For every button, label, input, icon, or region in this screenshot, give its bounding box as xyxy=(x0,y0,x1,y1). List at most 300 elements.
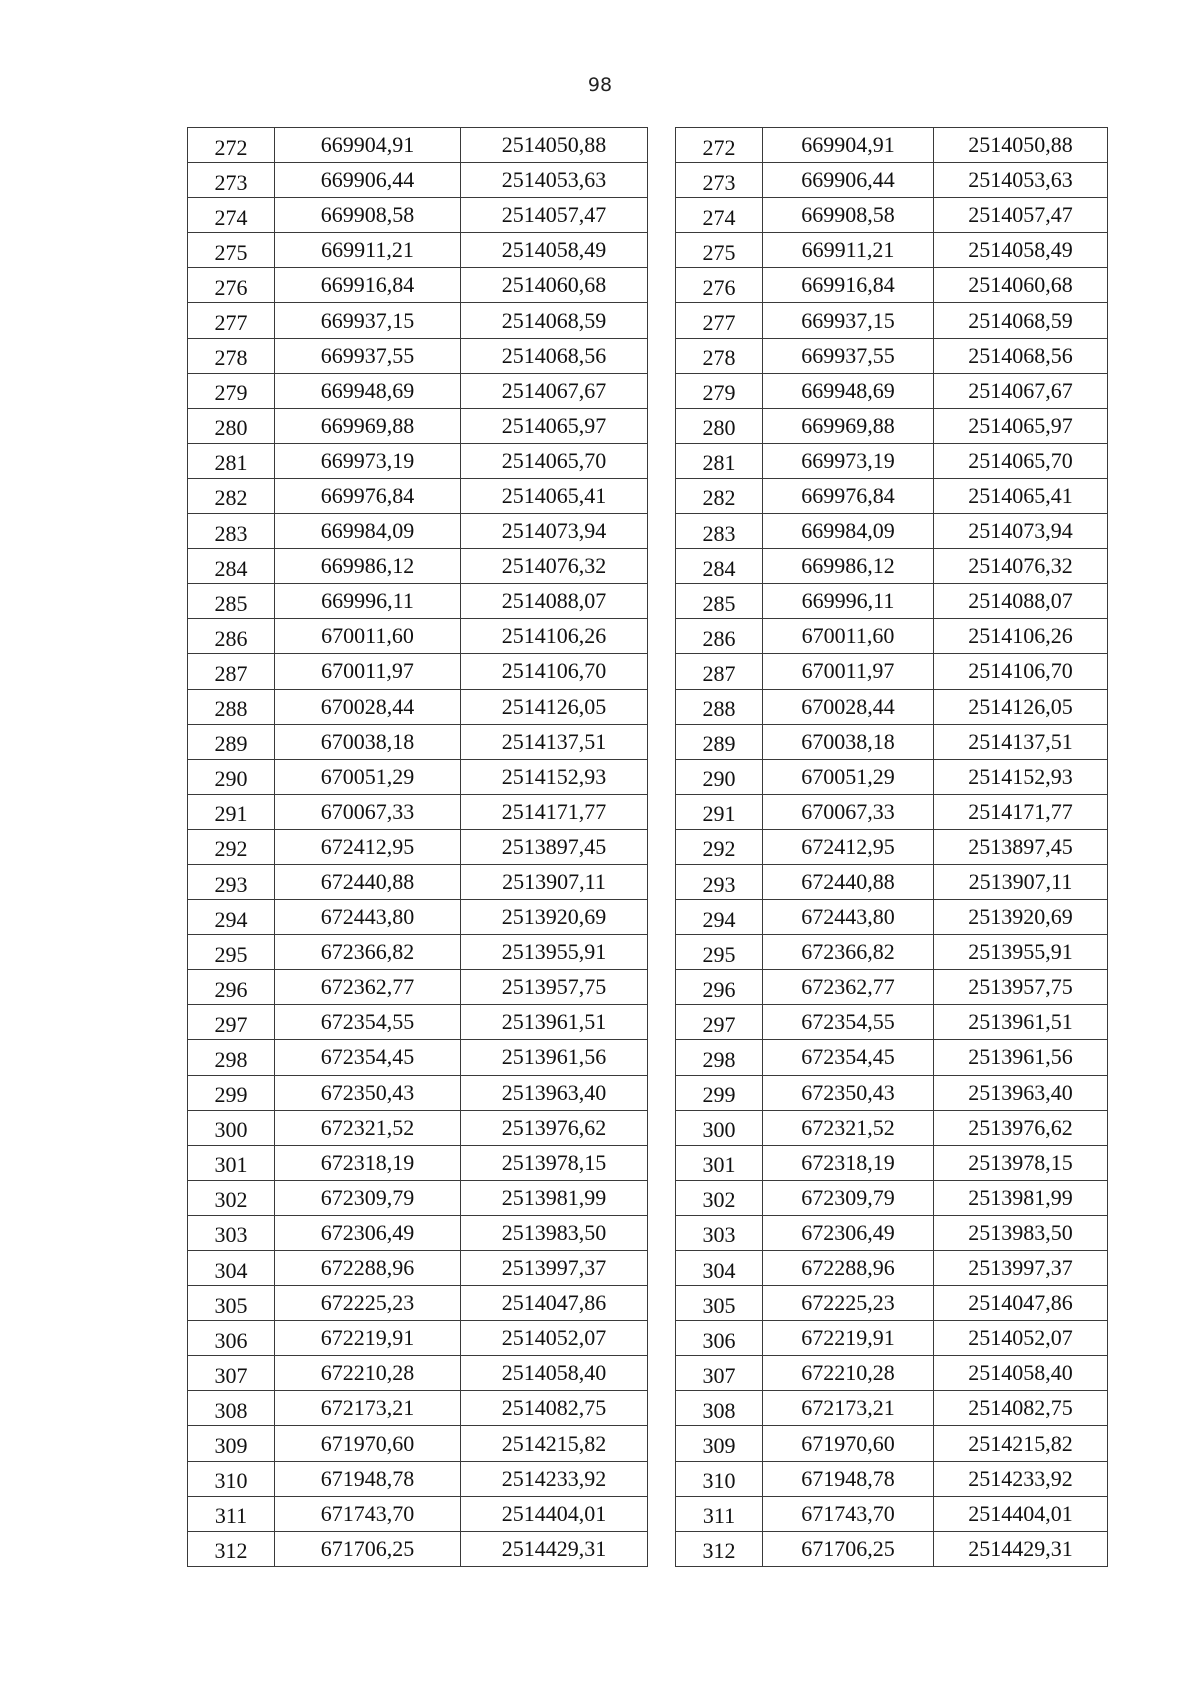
y-coordinate-cell: 2513961,51 xyxy=(461,1005,648,1040)
x-coordinate-cell: 672354,45 xyxy=(275,1040,461,1075)
table-row xyxy=(676,864,1108,899)
x-coordinate-cell: 669948,69 xyxy=(763,373,934,408)
point-number-cell: 303 xyxy=(676,1215,763,1250)
point-number-cell: 299 xyxy=(188,1075,275,1110)
x-coordinate-cell: 670011,60 xyxy=(763,619,934,654)
x-coordinate-cell: 672412,95 xyxy=(763,829,934,864)
x-coordinate-cell: 669911,21 xyxy=(763,233,934,268)
point-number-cell: 284 xyxy=(676,549,763,584)
table-row xyxy=(676,1215,1108,1250)
x-coordinate-cell: 672173,21 xyxy=(275,1391,461,1426)
y-coordinate-cell: 2514152,93 xyxy=(461,759,648,794)
table-row xyxy=(188,1461,648,1496)
x-coordinate-cell: 672225,23 xyxy=(275,1286,461,1321)
y-coordinate-cell: 2514429,31 xyxy=(934,1531,1108,1566)
table-row xyxy=(188,408,648,443)
y-coordinate-cell: 2513955,91 xyxy=(461,935,648,970)
table-row xyxy=(676,443,1108,478)
table-row xyxy=(676,514,1108,549)
y-coordinate-cell: 2514058,49 xyxy=(934,233,1108,268)
y-coordinate-cell: 2514106,70 xyxy=(934,654,1108,689)
x-coordinate-cell: 672306,49 xyxy=(275,1215,461,1250)
x-coordinate-cell: 672362,77 xyxy=(763,970,934,1005)
table-row xyxy=(676,303,1108,338)
x-coordinate-cell: 670067,33 xyxy=(275,794,461,829)
table-row xyxy=(188,1356,648,1391)
table-row xyxy=(188,128,648,163)
table-row xyxy=(188,1531,648,1566)
y-coordinate-cell: 2514082,75 xyxy=(934,1391,1108,1426)
table-row xyxy=(676,233,1108,268)
coordinates-table-right xyxy=(675,127,1108,1567)
x-coordinate-cell: 671948,78 xyxy=(763,1461,934,1496)
point-number-cell: 312 xyxy=(676,1531,763,1566)
table-row xyxy=(676,1496,1108,1531)
table-row xyxy=(188,759,648,794)
x-coordinate-cell: 670011,97 xyxy=(763,654,934,689)
point-number-cell: 308 xyxy=(188,1391,275,1426)
table-row xyxy=(188,233,648,268)
y-coordinate-cell: 2514067,67 xyxy=(934,373,1108,408)
point-number-cell: 283 xyxy=(676,514,763,549)
point-number-cell: 279 xyxy=(188,373,275,408)
point-number-cell: 296 xyxy=(188,970,275,1005)
point-number-cell: 285 xyxy=(188,584,275,619)
table-row xyxy=(188,1251,648,1286)
table-row xyxy=(676,1075,1108,1110)
x-coordinate-cell: 671706,25 xyxy=(275,1531,461,1566)
point-number-cell: 272 xyxy=(188,128,275,163)
point-number-cell: 311 xyxy=(676,1496,763,1531)
x-coordinate-cell: 671743,70 xyxy=(763,1496,934,1531)
y-coordinate-cell: 2514106,26 xyxy=(461,619,648,654)
x-coordinate-cell: 669937,55 xyxy=(763,338,934,373)
point-number-cell: 291 xyxy=(676,794,763,829)
y-coordinate-cell: 2514047,86 xyxy=(934,1286,1108,1321)
x-coordinate-cell: 669976,84 xyxy=(275,478,461,513)
point-number-cell: 273 xyxy=(676,163,763,198)
point-number-cell: 294 xyxy=(188,900,275,935)
point-number-cell: 310 xyxy=(676,1461,763,1496)
point-number-cell: 305 xyxy=(188,1286,275,1321)
table-row xyxy=(188,163,648,198)
table-row xyxy=(188,1145,648,1180)
x-coordinate-cell: 669937,15 xyxy=(763,303,934,338)
point-number-cell: 307 xyxy=(188,1356,275,1391)
point-number-cell: 273 xyxy=(188,163,275,198)
point-number-cell: 308 xyxy=(676,1391,763,1426)
x-coordinate-cell: 669969,88 xyxy=(763,408,934,443)
y-coordinate-cell: 2513955,91 xyxy=(934,935,1108,970)
x-coordinate-cell: 671948,78 xyxy=(275,1461,461,1496)
x-coordinate-cell: 669937,15 xyxy=(275,303,461,338)
x-coordinate-cell: 672318,19 xyxy=(763,1145,934,1180)
page-number: 98 xyxy=(587,74,613,96)
point-number-cell: 302 xyxy=(676,1180,763,1215)
table-row xyxy=(676,1286,1108,1321)
y-coordinate-cell: 2514429,31 xyxy=(461,1531,648,1566)
table-row xyxy=(188,1215,648,1250)
x-coordinate-cell: 672440,88 xyxy=(275,864,461,899)
table-row xyxy=(676,268,1108,303)
y-coordinate-cell: 2514065,41 xyxy=(461,478,648,513)
x-coordinate-cell: 672412,95 xyxy=(275,829,461,864)
point-number-cell: 288 xyxy=(676,689,763,724)
y-coordinate-cell: 2514052,07 xyxy=(934,1321,1108,1356)
point-number-cell: 296 xyxy=(676,970,763,1005)
x-coordinate-cell: 669973,19 xyxy=(275,443,461,478)
table-row xyxy=(676,900,1108,935)
y-coordinate-cell: 2514052,07 xyxy=(461,1321,648,1356)
y-coordinate-cell: 2514152,93 xyxy=(934,759,1108,794)
y-coordinate-cell: 2513907,11 xyxy=(934,864,1108,899)
y-coordinate-cell: 2513997,37 xyxy=(934,1251,1108,1286)
y-coordinate-cell: 2513907,11 xyxy=(461,864,648,899)
point-number-cell: 287 xyxy=(188,654,275,689)
point-number-cell: 292 xyxy=(676,829,763,864)
point-number-cell: 309 xyxy=(676,1426,763,1461)
table-row xyxy=(188,549,648,584)
x-coordinate-cell: 672306,49 xyxy=(763,1215,934,1250)
point-number-cell: 292 xyxy=(188,829,275,864)
y-coordinate-cell: 2514082,75 xyxy=(461,1391,648,1426)
x-coordinate-cell: 672288,96 xyxy=(763,1251,934,1286)
y-coordinate-cell: 2514076,32 xyxy=(461,549,648,584)
y-coordinate-cell: 2514068,59 xyxy=(934,303,1108,338)
y-coordinate-cell: 2514137,51 xyxy=(461,724,648,759)
table-row xyxy=(188,689,648,724)
table-row xyxy=(676,619,1108,654)
y-coordinate-cell: 2514073,94 xyxy=(934,514,1108,549)
table-row xyxy=(676,163,1108,198)
table-row xyxy=(676,759,1108,794)
table-row xyxy=(188,514,648,549)
y-coordinate-cell: 2513997,37 xyxy=(461,1251,648,1286)
point-number-cell: 291 xyxy=(188,794,275,829)
point-number-cell: 311 xyxy=(188,1496,275,1531)
x-coordinate-cell: 669986,12 xyxy=(275,549,461,584)
point-number-cell: 309 xyxy=(188,1426,275,1461)
x-coordinate-cell: 672225,23 xyxy=(763,1286,934,1321)
x-coordinate-cell: 672362,77 xyxy=(275,970,461,1005)
point-number-cell: 278 xyxy=(676,338,763,373)
point-number-cell: 272 xyxy=(676,128,763,163)
point-number-cell: 300 xyxy=(676,1110,763,1145)
x-coordinate-cell: 671743,70 xyxy=(275,1496,461,1531)
point-number-cell: 276 xyxy=(676,268,763,303)
x-coordinate-cell: 669916,84 xyxy=(763,268,934,303)
y-coordinate-cell: 2514050,88 xyxy=(461,128,648,163)
y-coordinate-cell: 2514073,94 xyxy=(461,514,648,549)
table-row xyxy=(188,1180,648,1215)
point-number-cell: 295 xyxy=(676,935,763,970)
x-coordinate-cell: 669984,09 xyxy=(763,514,934,549)
point-number-cell: 310 xyxy=(188,1461,275,1496)
y-coordinate-cell: 2514058,40 xyxy=(461,1356,648,1391)
table-row xyxy=(676,1110,1108,1145)
x-coordinate-cell: 669996,11 xyxy=(763,584,934,619)
table-row xyxy=(676,654,1108,689)
y-coordinate-cell: 2514053,63 xyxy=(461,163,648,198)
y-coordinate-cell: 2514126,05 xyxy=(934,689,1108,724)
table-row xyxy=(676,1321,1108,1356)
x-coordinate-cell: 671970,60 xyxy=(763,1426,934,1461)
point-number-cell: 276 xyxy=(188,268,275,303)
table-row xyxy=(188,1110,648,1145)
table-row xyxy=(676,935,1108,970)
x-coordinate-cell: 670067,33 xyxy=(763,794,934,829)
x-coordinate-cell: 670038,18 xyxy=(275,724,461,759)
x-coordinate-cell: 672309,79 xyxy=(763,1180,934,1215)
point-number-cell: 301 xyxy=(188,1145,275,1180)
y-coordinate-cell: 2514050,88 xyxy=(934,128,1108,163)
x-coordinate-cell: 672219,91 xyxy=(275,1321,461,1356)
point-number-cell: 280 xyxy=(676,408,763,443)
table-row xyxy=(188,1040,648,1075)
x-coordinate-cell: 670011,97 xyxy=(275,654,461,689)
point-number-cell: 277 xyxy=(676,303,763,338)
point-number-cell: 303 xyxy=(188,1215,275,1250)
y-coordinate-cell: 2513983,50 xyxy=(461,1215,648,1250)
point-number-cell: 281 xyxy=(188,443,275,478)
x-coordinate-cell: 669904,91 xyxy=(763,128,934,163)
point-number-cell: 304 xyxy=(676,1251,763,1286)
point-number-cell: 300 xyxy=(188,1110,275,1145)
y-coordinate-cell: 2514065,97 xyxy=(934,408,1108,443)
x-coordinate-cell: 672366,82 xyxy=(763,935,934,970)
x-coordinate-cell: 670011,60 xyxy=(275,619,461,654)
x-coordinate-cell: 672350,43 xyxy=(275,1075,461,1110)
table-row xyxy=(676,338,1108,373)
x-coordinate-cell: 671706,25 xyxy=(763,1531,934,1566)
point-number-cell: 287 xyxy=(676,654,763,689)
y-coordinate-cell: 2514067,67 xyxy=(461,373,648,408)
x-coordinate-cell: 669908,58 xyxy=(763,198,934,233)
x-coordinate-cell: 672443,80 xyxy=(763,900,934,935)
y-coordinate-cell: 2514047,86 xyxy=(461,1286,648,1321)
table-row xyxy=(188,654,648,689)
y-coordinate-cell: 2513981,99 xyxy=(934,1180,1108,1215)
y-coordinate-cell: 2514088,07 xyxy=(934,584,1108,619)
x-coordinate-cell: 669986,12 xyxy=(763,549,934,584)
y-coordinate-cell: 2514137,51 xyxy=(934,724,1108,759)
y-coordinate-cell: 2513961,56 xyxy=(934,1040,1108,1075)
point-number-cell: 304 xyxy=(188,1251,275,1286)
x-coordinate-cell: 672354,55 xyxy=(763,1005,934,1040)
x-coordinate-cell: 669937,55 xyxy=(275,338,461,373)
table-row xyxy=(188,829,648,864)
table-row xyxy=(188,443,648,478)
point-number-cell: 306 xyxy=(676,1321,763,1356)
x-coordinate-cell: 670051,29 xyxy=(763,759,934,794)
point-number-cell: 288 xyxy=(188,689,275,724)
table-row xyxy=(676,1251,1108,1286)
point-number-cell: 285 xyxy=(676,584,763,619)
x-coordinate-cell: 672321,52 xyxy=(763,1110,934,1145)
table-row xyxy=(188,338,648,373)
x-coordinate-cell: 669976,84 xyxy=(763,478,934,513)
point-number-cell: 302 xyxy=(188,1180,275,1215)
table-row xyxy=(188,478,648,513)
x-coordinate-cell: 672210,28 xyxy=(275,1356,461,1391)
x-coordinate-cell: 672350,43 xyxy=(763,1075,934,1110)
x-coordinate-cell: 669973,19 xyxy=(763,443,934,478)
x-coordinate-cell: 672288,96 xyxy=(275,1251,461,1286)
y-coordinate-cell: 2514065,70 xyxy=(934,443,1108,478)
y-coordinate-cell: 2514060,68 xyxy=(934,268,1108,303)
point-number-cell: 299 xyxy=(676,1075,763,1110)
point-number-cell: 307 xyxy=(676,1356,763,1391)
point-number-cell: 312 xyxy=(188,1531,275,1566)
point-number-cell: 278 xyxy=(188,338,275,373)
y-coordinate-cell: 2514126,05 xyxy=(461,689,648,724)
table-row xyxy=(188,1321,648,1356)
table-row xyxy=(676,1461,1108,1496)
table-row xyxy=(676,724,1108,759)
table-row xyxy=(188,1286,648,1321)
y-coordinate-cell: 2514404,01 xyxy=(461,1496,648,1531)
y-coordinate-cell: 2513978,15 xyxy=(461,1145,648,1180)
point-number-cell: 274 xyxy=(188,198,275,233)
y-coordinate-cell: 2514065,97 xyxy=(461,408,648,443)
point-number-cell: 290 xyxy=(676,759,763,794)
y-coordinate-cell: 2513957,75 xyxy=(461,970,648,1005)
point-number-cell: 282 xyxy=(188,478,275,513)
table-row xyxy=(676,408,1108,443)
point-number-cell: 306 xyxy=(188,1321,275,1356)
point-number-cell: 275 xyxy=(676,233,763,268)
y-coordinate-cell: 2514057,47 xyxy=(461,198,648,233)
x-coordinate-cell: 672354,55 xyxy=(275,1005,461,1040)
y-coordinate-cell: 2513978,15 xyxy=(934,1145,1108,1180)
table-row xyxy=(188,268,648,303)
y-coordinate-cell: 2513920,69 xyxy=(934,900,1108,935)
point-number-cell: 293 xyxy=(188,864,275,899)
x-coordinate-cell: 669916,84 xyxy=(275,268,461,303)
table-row xyxy=(676,1040,1108,1075)
x-coordinate-cell: 670028,44 xyxy=(275,689,461,724)
table-row xyxy=(676,373,1108,408)
table-row xyxy=(188,1496,648,1531)
table-row xyxy=(188,970,648,1005)
point-number-cell: 290 xyxy=(188,759,275,794)
y-coordinate-cell: 2513976,62 xyxy=(934,1110,1108,1145)
y-coordinate-cell: 2514057,47 xyxy=(934,198,1108,233)
y-coordinate-cell: 2514053,63 xyxy=(934,163,1108,198)
table-row xyxy=(188,584,648,619)
y-coordinate-cell: 2514058,49 xyxy=(461,233,648,268)
x-coordinate-cell: 669906,44 xyxy=(763,163,934,198)
table-row xyxy=(188,198,648,233)
x-coordinate-cell: 669996,11 xyxy=(275,584,461,619)
table-row xyxy=(676,689,1108,724)
x-coordinate-cell: 669904,91 xyxy=(275,128,461,163)
table-row xyxy=(188,619,648,654)
y-coordinate-cell: 2514215,82 xyxy=(934,1426,1108,1461)
x-coordinate-cell: 669948,69 xyxy=(275,373,461,408)
x-coordinate-cell: 672318,19 xyxy=(275,1145,461,1180)
y-coordinate-cell: 2514060,68 xyxy=(461,268,648,303)
x-coordinate-cell: 669911,21 xyxy=(275,233,461,268)
table-row xyxy=(676,1426,1108,1461)
y-coordinate-cell: 2514068,56 xyxy=(461,338,648,373)
point-number-cell: 294 xyxy=(676,900,763,935)
point-number-cell: 275 xyxy=(188,233,275,268)
y-coordinate-cell: 2513976,62 xyxy=(461,1110,648,1145)
point-number-cell: 305 xyxy=(676,1286,763,1321)
point-number-cell: 297 xyxy=(188,1005,275,1040)
y-coordinate-cell: 2514076,32 xyxy=(934,549,1108,584)
x-coordinate-cell: 670038,18 xyxy=(763,724,934,759)
table-row xyxy=(676,198,1108,233)
y-coordinate-cell: 2513983,50 xyxy=(934,1215,1108,1250)
point-number-cell: 284 xyxy=(188,549,275,584)
y-coordinate-cell: 2513963,40 xyxy=(461,1075,648,1110)
point-number-cell: 282 xyxy=(676,478,763,513)
table-row xyxy=(676,1145,1108,1180)
point-number-cell: 283 xyxy=(188,514,275,549)
table-row xyxy=(676,549,1108,584)
table-row xyxy=(188,303,648,338)
point-number-cell: 297 xyxy=(676,1005,763,1040)
x-coordinate-cell: 669906,44 xyxy=(275,163,461,198)
x-coordinate-cell: 672321,52 xyxy=(275,1110,461,1145)
y-coordinate-cell: 2514065,70 xyxy=(461,443,648,478)
y-coordinate-cell: 2514068,56 xyxy=(934,338,1108,373)
x-coordinate-cell: 669908,58 xyxy=(275,198,461,233)
y-coordinate-cell: 2513961,51 xyxy=(934,1005,1108,1040)
x-coordinate-cell: 672309,79 xyxy=(275,1180,461,1215)
point-number-cell: 286 xyxy=(676,619,763,654)
table-row xyxy=(188,935,648,970)
table-row xyxy=(676,1005,1108,1040)
point-number-cell: 289 xyxy=(676,724,763,759)
x-coordinate-cell: 672354,45 xyxy=(763,1040,934,1075)
y-coordinate-cell: 2513897,45 xyxy=(934,829,1108,864)
y-coordinate-cell: 2514171,77 xyxy=(461,794,648,829)
point-number-cell: 298 xyxy=(676,1040,763,1075)
x-coordinate-cell: 671970,60 xyxy=(275,1426,461,1461)
y-coordinate-cell: 2513961,56 xyxy=(461,1040,648,1075)
table-row xyxy=(188,864,648,899)
x-coordinate-cell: 672440,88 xyxy=(763,864,934,899)
point-number-cell: 280 xyxy=(188,408,275,443)
y-coordinate-cell: 2513963,40 xyxy=(934,1075,1108,1110)
x-coordinate-cell: 670051,29 xyxy=(275,759,461,794)
table-row xyxy=(188,1005,648,1040)
table-row xyxy=(676,128,1108,163)
y-coordinate-cell: 2514058,40 xyxy=(934,1356,1108,1391)
y-coordinate-cell: 2514065,41 xyxy=(934,478,1108,513)
x-coordinate-cell: 672443,80 xyxy=(275,900,461,935)
y-coordinate-cell: 2513920,69 xyxy=(461,900,648,935)
y-coordinate-cell: 2514233,92 xyxy=(934,1461,1108,1496)
table-row xyxy=(676,1356,1108,1391)
table-row xyxy=(676,584,1108,619)
y-coordinate-cell: 2514404,01 xyxy=(934,1496,1108,1531)
x-coordinate-cell: 672173,21 xyxy=(763,1391,934,1426)
x-coordinate-cell: 672219,91 xyxy=(763,1321,934,1356)
x-coordinate-cell: 669984,09 xyxy=(275,514,461,549)
y-coordinate-cell: 2514106,26 xyxy=(934,619,1108,654)
y-coordinate-cell: 2514215,82 xyxy=(461,1426,648,1461)
x-coordinate-cell: 672210,28 xyxy=(763,1356,934,1391)
table-row xyxy=(676,1531,1108,1566)
point-number-cell: 286 xyxy=(188,619,275,654)
table-row xyxy=(676,1180,1108,1215)
point-number-cell: 301 xyxy=(676,1145,763,1180)
y-coordinate-cell: 2513957,75 xyxy=(934,970,1108,1005)
